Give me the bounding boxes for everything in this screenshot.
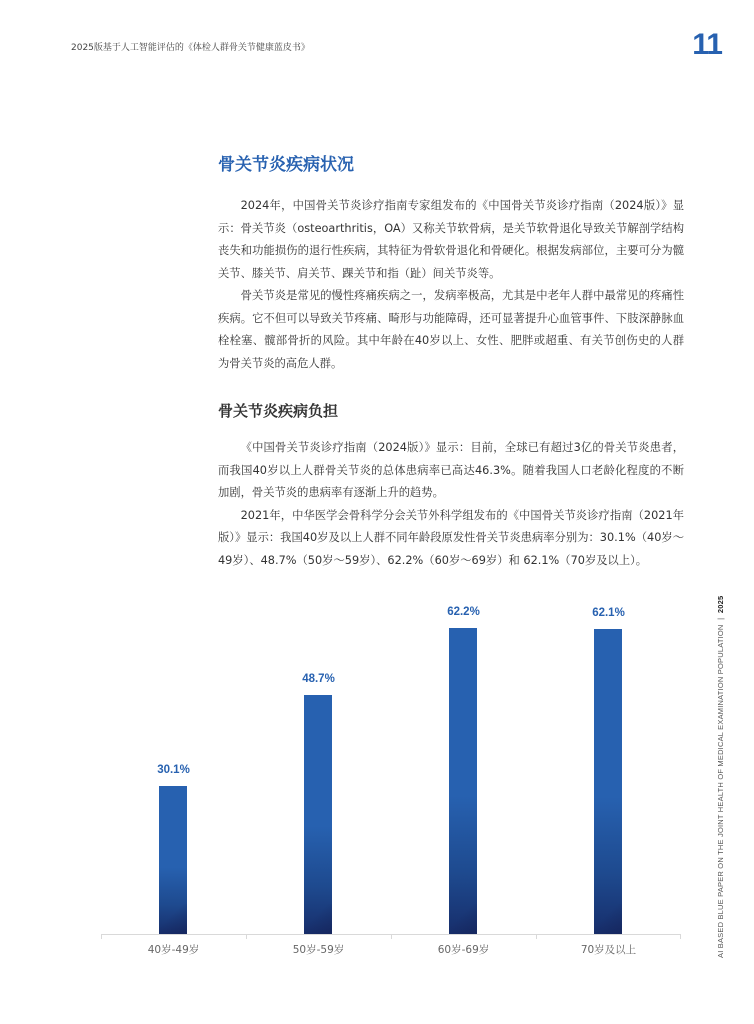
bar	[449, 628, 477, 934]
bar-group	[536, 590, 681, 934]
side-banner-separator: |	[716, 617, 725, 620]
x-axis-tick	[680, 934, 681, 939]
x-axis-category-label: 40岁-49岁	[147, 944, 200, 956]
page-number: 11	[692, 28, 722, 61]
running-header-title: 2025版基于人工智能评估的《体检人群骨关节健康蓝皮书》	[71, 43, 310, 53]
x-axis-tick	[101, 934, 102, 939]
bar-value-label: 62.1%	[592, 607, 625, 619]
side-banner	[716, 596, 725, 958]
paragraph: 骨关节炎是常见的慢性疼痛疾病之一，发病率极高，尤其是中老年人群中最常见的疼痛性疾病。它不但可以导致关节疼痛、畸形与功能障碍，还可显著提升心血管事件、下肢深静脉血栓栓塞、髋部骨折的风险。其中年龄在40岁以上、女性、肥胖或超重、有关节创伤史的人群为骨关节炎的高危人群。	[218, 289, 684, 370]
bar-value-label: 48.7%	[302, 673, 335, 685]
bar-group	[391, 590, 536, 934]
bar-value-label: 62.2%	[447, 606, 480, 618]
x-axis-tick	[536, 934, 537, 939]
paragraph: 2021年，中华医学会骨科学分会关节外科学组发布的《中国骨关节炎诊疗指南（2021年版）》显示：我国40岁及以上人群不同年龄段原发性骨关节炎患病率分别为：30.1%（40岁～49岁）、48.7%（50岁～59岁）、62.2%（60岁～69岁）和 62.1%（70岁及以上）。	[218, 508, 684, 567]
paragraph: 《中国骨关节炎诊疗指南（2024版）》显示：目前，全球已有超过3亿的骨关节炎患者，而我国40岁以上人群骨关节炎的总体患病率已高达46.3%。随着我国人口老龄化程度的不断加剧，骨关节炎的患病率有逐渐上升的趋势。	[218, 441, 684, 499]
bar	[594, 629, 622, 934]
plot-area	[101, 590, 681, 934]
bar	[159, 786, 187, 934]
bar	[304, 695, 332, 934]
section-disease-status	[218, 150, 684, 375]
section-title: 骨关节炎疾病状况	[218, 155, 354, 175]
prevalence-bar-chart	[101, 590, 681, 970]
x-axis-category-label: 50岁-59岁	[292, 944, 345, 956]
section-title: 骨关节炎疾病负担	[218, 402, 339, 420]
x-axis-category-label: 70岁及以上	[580, 944, 637, 956]
bar-value-label: 30.1%	[157, 764, 190, 776]
bar-group	[246, 590, 391, 934]
side-banner-year: 2025	[716, 595, 725, 614]
x-axis-tick	[391, 934, 392, 939]
paragraph: 2024年，中国骨关节炎诊疗指南专家组发布的《中国骨关节炎诊疗指南（2024版）》显示：骨关节炎（osteoarthritis，OA）又称关节软骨病，是关节软骨退化导致关节解剖学结构丧失和功能损伤的退行性疾病，其特征为骨软骨退化和骨硬化。根据发病部位，主要可分为髋关节、膝关节、肩关节、踝关节和指（趾）间关节炎等。	[218, 199, 684, 280]
side-banner-text: AI BASED BLUE PAPER ON THE JOINT HEALTH OF MEDICAL EXAMINATION POPULATION	[716, 624, 725, 958]
x-axis-category-label: 60岁-69岁	[437, 944, 490, 956]
section-disease-burden	[218, 400, 684, 572]
bar-group	[101, 590, 246, 934]
x-axis-tick	[246, 934, 247, 939]
